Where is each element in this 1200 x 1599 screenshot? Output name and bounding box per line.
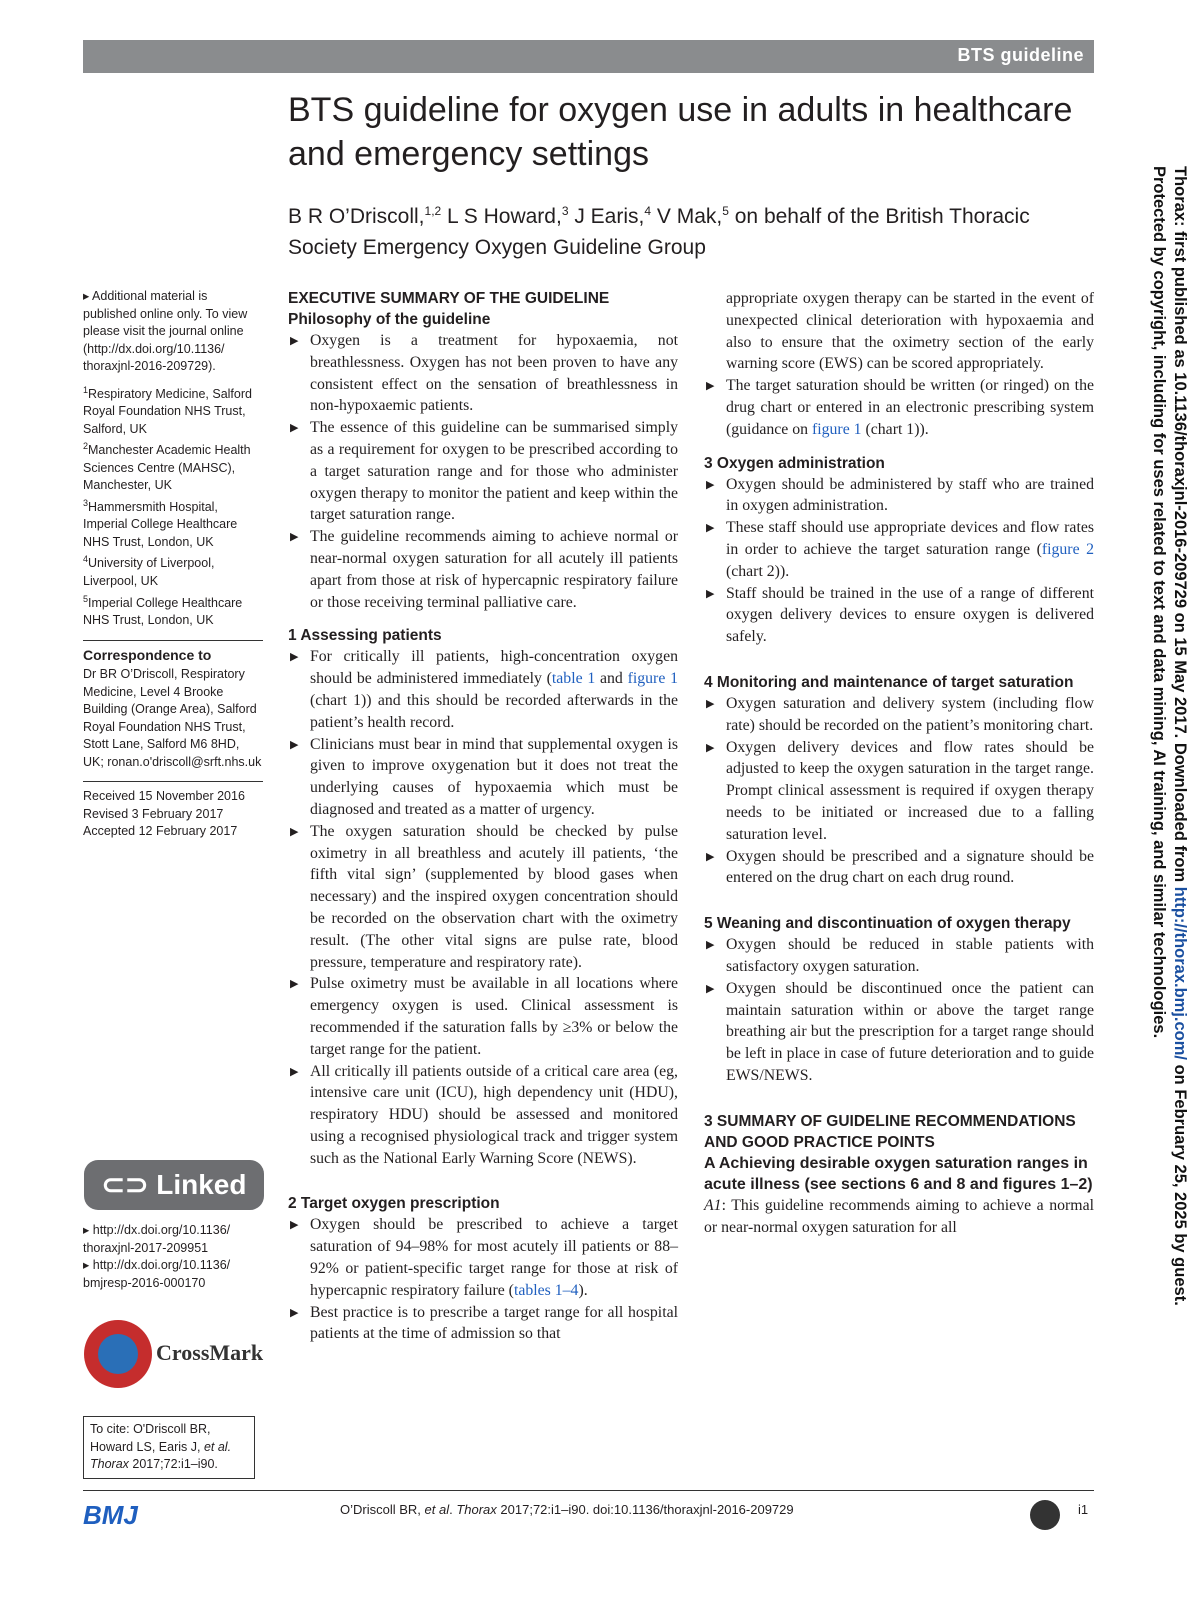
monitor-list (704, 693, 1094, 889)
list-item: ▶ Oxygen saturation and delivery system (including flow rate) should be recorded on the patient’s monitoring chart. (704, 693, 1094, 737)
link-chain-icon: ⊂⊃ (101, 1169, 157, 1200)
thorax-link[interactable]: http://thorax.bmj.com/ (1171, 886, 1189, 1061)
figure-link[interactable]: figure 1 (811, 420, 862, 438)
continued-paragraph: appropriate oxygen therapy can be started in the event of unexpected clinical deterioration with hypoxaemia and also to ensure that the oximetry section of the early warning score (EWS) can be scored appropriately. (726, 290, 1094, 373)
bmj-logo: BMJ (83, 1500, 138, 1530)
philosophy-list (288, 330, 678, 613)
bts-seal-icon (1030, 1500, 1060, 1530)
section-heading: 3 SUMMARY OF GUIDELINE RECOMMENDATIONS AND GOOD PRACTICE POINTS (704, 1112, 1076, 1151)
body-column-2 (704, 288, 1094, 1238)
wean-list (704, 934, 1094, 1087)
subsection-heading: 4 Monitoring and maintenance of target saturation (704, 673, 1074, 691)
revised-date: Revised 3 February 2017 (83, 806, 224, 821)
list-item: ▶ Oxygen should be discontinued once the patient can maintain saturation within or above the target range breathing air but the prescription for a target range should be left in place in case of future deterioration and to guide EWS/NEWS. (704, 978, 1094, 1087)
list-item: ▶ All critically ill patients outside of a critical care area (eg, intensive care unit (ICU), high dependency unit (HDU), respiratory HDU) should be assessed and monitored using a recognised physiological track and trigger system such as the National Early Warning Score (NEWS). (288, 1061, 678, 1170)
subsection-heading: Philosophy of the guideline (288, 311, 491, 328)
subsection-heading: A Achieving desirable oxygen saturation ranges in acute illness (see sections 6 and 8 and figures 1–2) (704, 1154, 1093, 1193)
journal-banner (83, 40, 1094, 73)
article-title: BTS guideline for oxygen use in adults in healthcare and emergency settings (288, 91, 1073, 173)
figure-link[interactable]: figure 1 (627, 670, 678, 688)
footer-citation: O’Driscoll BR, et al. Thorax 2017;72:i1–i90. doi:10.1136/thoraxjnl-2016-209729 (340, 1502, 794, 1517)
list-item: ▶ Best practice is to prescribe a target range for all hospital patients at the time of admission so that (288, 1302, 678, 1346)
list-item: ▶ The oxygen saturation should be checked by pulse oximetry in all breathless and acutely ill patients, ‘the fifth vital sign’ (supplemented by blood gases when necessary) and the inspired oxygen concentration should be recorded on the observation chart with the oximetry result. (The other vital signs are pulse rate, blood pressure, temperature and respiratory rate). (288, 821, 678, 974)
list-item: ▶ These staff should use appropriate devices and flow rates in order to achieve the target saturation range (figure 2 (chart 2)). (704, 517, 1094, 582)
list-item: ▶ For critically ill patients, high-concentration oxygen should be administered immediately (table 1 and figure 1 (chart 1)) and this should be recorded afterwards in the patient’s health record. (288, 646, 678, 733)
subsection-heading: 5 Weaning and discontinuation of oxygen therapy (704, 915, 1071, 933)
list-item: ▶ Oxygen should be reduced in stable patients with satisfactory oxygen saturation. (704, 934, 1094, 978)
accepted-date: Accepted 12 February 2017 (83, 824, 238, 839)
target-list (288, 1214, 678, 1345)
list-item: ▶ The guideline recommends aiming to achieve normal or near-normal oxygen saturation for all acutely ill patients apart from those at risk of hypercapnic respiratory failure or those receiving terminal palliative care. (288, 526, 678, 613)
correspondence-heading: Correspondence to (83, 646, 212, 663)
list-item: ▶ Staff should be trained in the use of a range of different oxygen delivery devices to ensure oxygen is delivered safely. (704, 583, 1094, 648)
banner-label: BTS guideline (957, 45, 1084, 65)
affiliations: $^1$Respiratory Medicine, Salford Royal Foundation NHS Trust, Salford, UK $^2$Manchester Academic Health Sciences Centre (MAHSC), Manchester, UK $^3$Hammersmith Hospital, Imperial College Healthcare NHS Trust, London, UK $^4$University of Liverpool, Liverpool, UK $^5$Imperial College Healthcare NHS Trust, London, UK (83, 384, 252, 628)
linked-logo: ⊂⊃ Linked (84, 1160, 264, 1210)
linked-articles (83, 1222, 263, 1292)
correspondence-address: Dr BR O’Driscoll, Respiratory Medicine, Level 4 Brooke Building (Orange Area), Salford Royal Foundation NHS Trust, Stott Lane, Salford M6 8HD, UK; ronan.o'driscoll@srft.nhs.uk (83, 667, 262, 769)
subsection-heading: 3 Oxygen administration (704, 454, 885, 472)
list-item: ▶ The essence of this guideline can be summarised simply as a requirement for oxygen to be prescribed according to a target saturation range and for those who administer oxygen therapy to monitor the patient and keep within the target saturation range. (288, 417, 678, 526)
figure-link[interactable]: figure 2 (1041, 540, 1094, 558)
table-link[interactable]: tables 1–4 (513, 1281, 579, 1299)
list-item: ▶ Oxygen should be prescribed to achieve a target saturation of 94–98% for most acutely ill patients or 88–92% or patient-specific target range for those at risk of hypercapnic respiratory failure (tables 1–4). (288, 1214, 678, 1301)
received-date: Received 15 November 2016 (83, 789, 245, 804)
list-item: ▶ Oxygen should be prescribed and a signature should be entered on the drug chart on each drug round. (704, 846, 1094, 890)
list-item: ▶ Oxygen delivery devices and flow rates should be adjusted to keep the oxygen saturation in the target range. Prompt clinical assessment is required if oxygen therapy needs to be initiated or increased due to a falling saturation level. (704, 737, 1094, 846)
page-number: i1 (1078, 1502, 1089, 1517)
left-sidebar (83, 288, 263, 841)
assess-list (288, 646, 678, 1169)
list-item: ▶ Pulse oximetry must be available in all locations where emergency oxygen is used. Clinical assessment is recommended if the saturation falls by ≥3% or below the target range for the patient. (288, 973, 678, 1060)
list-item: ▶ Oxygen is a treatment for hypoxaemia, not breathlessness. Oxygen has not been proven to have any consistent effect on the sensation of breathlessness in non-hypoxaemic patients. (288, 330, 678, 417)
list-item: ▶ Oxygen should be administered by staff who are trained in oxygen administration. (704, 474, 1094, 518)
table-link[interactable]: table 1 (551, 670, 596, 688)
cite-box: To cite: O'Driscoll BR, Howard LS, Earis J, et al. Thorax 2017;72:i1–i90. (83, 1416, 255, 1479)
author-list: B R O’Driscoll,$^{1,2}$ L S Howard,$^3$ J Earis,$^4$ V Mak,$^5$ on behalf of the British Thoracic Society Emergency Oxygen Guideline Group (288, 204, 1030, 259)
additional-material: ▸ Additional material is published online only. To view please visit the journal online (http://dx.doi.org/10.1136/ thoraxjnl-2016-209729). (83, 289, 248, 373)
linked-article-link[interactable]: ▸ http://dx.doi.org/10.1136/ bmjresp-2016-000170 (83, 1258, 231, 1290)
list-item: ▶ The target saturation should be written (or ringed) on the drug chart or entered in an electronic prescribing system (guidance on figure 1 (chart 1)). (704, 375, 1094, 440)
admin-list (704, 474, 1094, 648)
linked-article-link[interactable]: ▸ http://dx.doi.org/10.1136/ thoraxjnl-2017-209951 (83, 1223, 231, 1255)
crossmark-icon (84, 1320, 152, 1388)
recommendation-a1: A1: This guideline recommends aiming to achieve a normal or near-normal oxygen saturation for all (704, 1196, 1094, 1236)
crossmark-badge[interactable]: CrossMark (84, 1320, 264, 1390)
copyright-notice: Thorax: first published as 10.1136/thoraxjnl-2016-209729 on 15 May 2017. Downloaded from http://thorax.bmj.com/ on February 25, 2025 by guest. Protected by copyright, including for uses related to text and data mining, AI training, and similar technologies. (1150, 166, 1189, 1306)
subsection-heading: 1 Assessing patients (288, 627, 442, 645)
footer-divider (83, 1490, 1094, 1491)
section-heading: EXECUTIVE SUMMARY OF THE GUIDELINE (288, 290, 610, 307)
body-column-1 (288, 288, 678, 1345)
subsection-heading: 2 Target oxygen prescription (288, 1195, 500, 1213)
list-item: ▶ Clinicians must bear in mind that supplemental oxygen is given to improve oxygenation but it does not treat the underlying causes of hypoxaemia which must be diagnosed and treated as a matter of urgency. (288, 734, 678, 821)
